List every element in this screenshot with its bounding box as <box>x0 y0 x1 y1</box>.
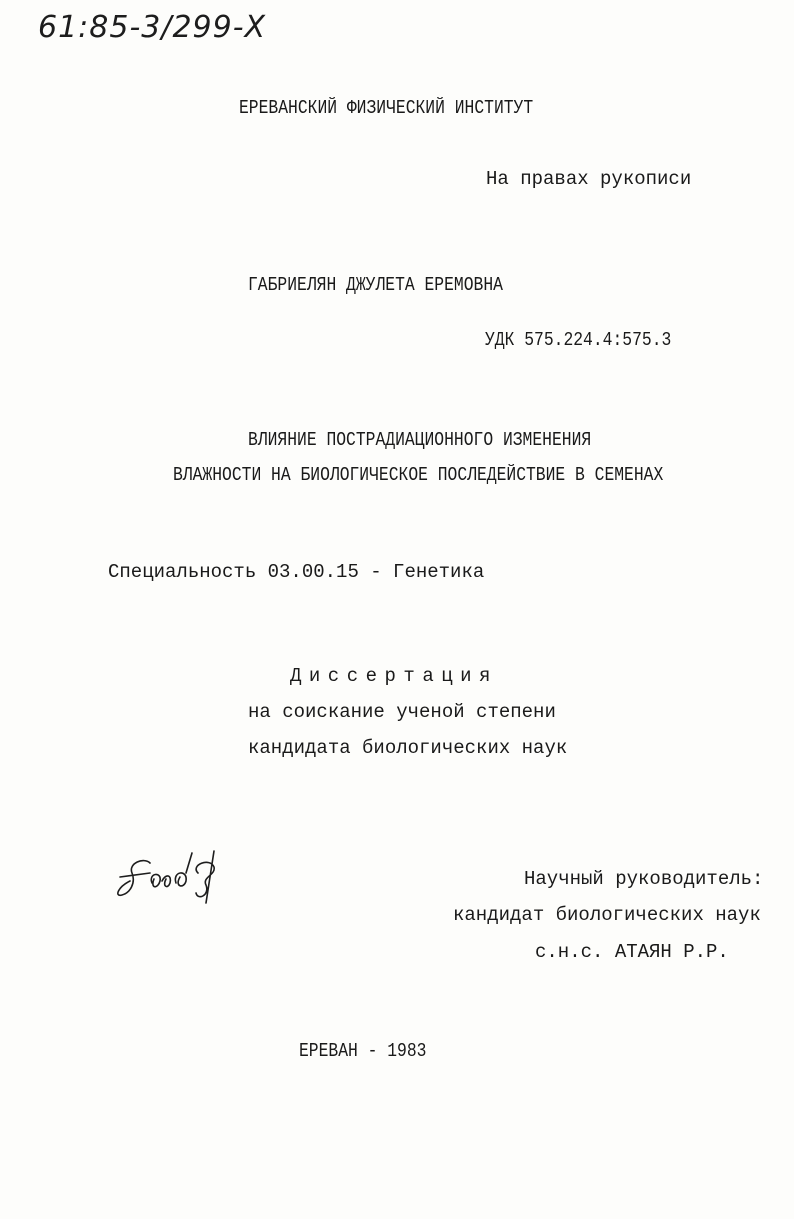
dissertation-heading: Диссертация <box>290 665 498 687</box>
author-name: ГАБРИЕЛЯН ДЖУЛЕТА ЕРЕМОВНА <box>248 274 503 296</box>
dissertation-degree-line-2: кандидата биологических наук <box>248 737 568 759</box>
udc-code: УДК 575.224.4:575.3 <box>485 329 672 351</box>
rights-note: На правах рукописи <box>486 168 692 190</box>
handwritten-catalog-code: 61:85-3/299-Х <box>38 10 267 45</box>
title-line-2: ВЛАЖНОСТИ НА БИОЛОГИЧЕСКОЕ ПОСЛЕДЕЙСТВИЕ В СЕМЕНАХ <box>173 464 664 486</box>
specialty-line: Специальность 03.00.15 - Генетика <box>108 561 485 583</box>
title-line-1: ВЛИЯНИЕ ПОСТРАДИАЦИОННОГО ИЗМЕНЕНИЯ <box>248 429 592 451</box>
place-and-year: ЕРЕВАН - 1983 <box>299 1040 427 1062</box>
handwritten-signature <box>110 843 230 913</box>
supervisor-label: Научный руководитель: <box>524 868 764 890</box>
dissertation-degree-line-1: на соискание ученой степени <box>248 701 556 723</box>
institute-name: ЕРЕВАНСКИЙ ФИЗИЧЕСКИЙ ИНСТИТУТ <box>239 97 534 119</box>
supervisor-degree: кандидат биологических наук <box>453 904 761 926</box>
supervisor-name: с.н.с. АТАЯН Р.Р. <box>535 941 729 963</box>
